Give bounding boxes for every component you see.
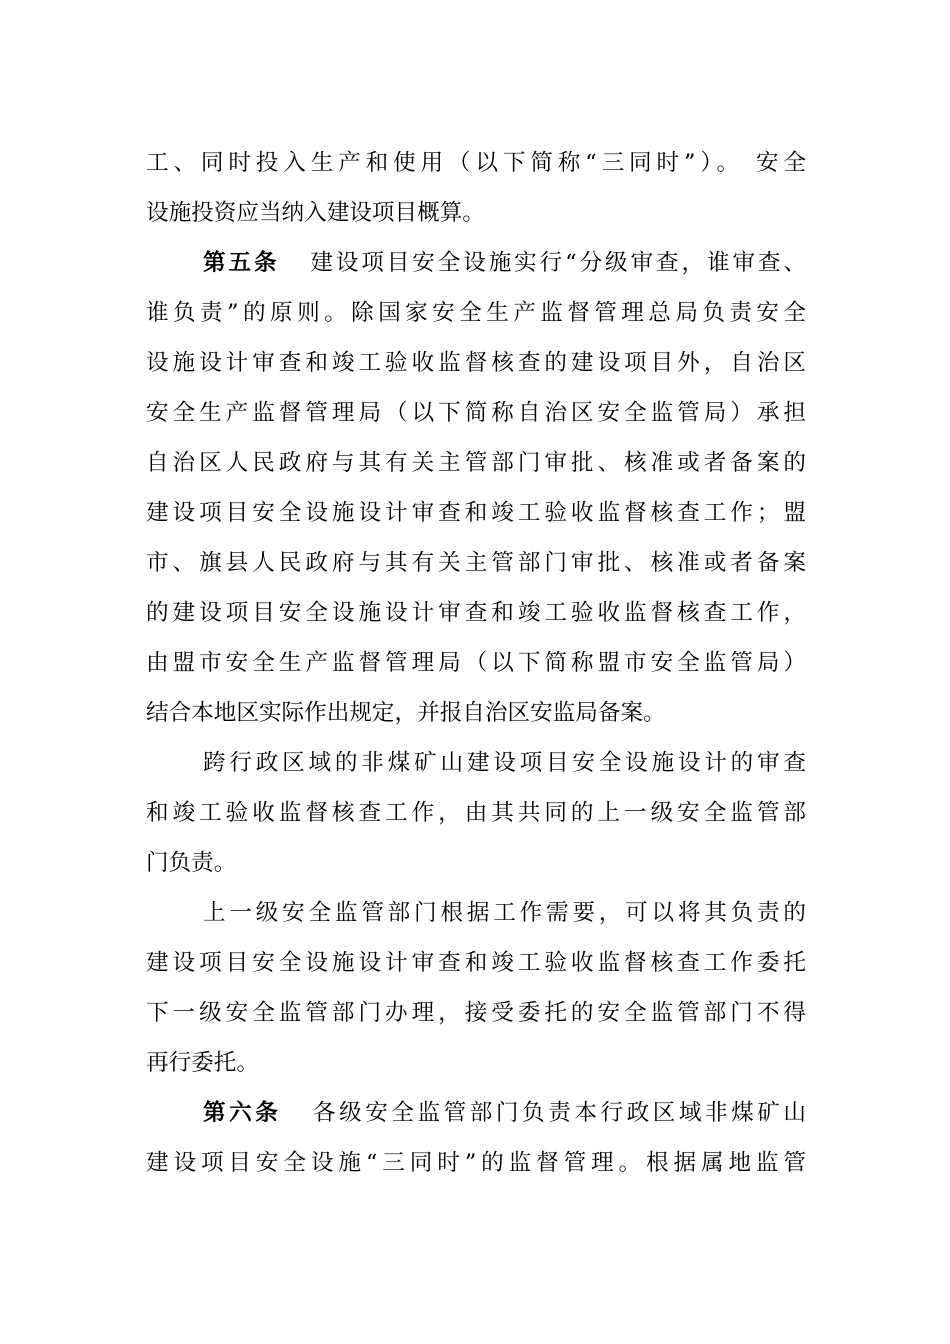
text-line: 跨行政区域的非煤矿山建设项目安全设施设计的审查 — [203, 750, 806, 776]
text-line: 建设项目安全设施设计审查和竣工验收监督核查工作委托 — [146, 950, 806, 976]
text-line: 的建设项目安全设施设计审查和竣工验收监督核查工作， — [146, 600, 806, 626]
article-line — [203, 243, 806, 283]
text-line: 建设项目安全设施“三同时”的监督管理。根据属地监管 — [146, 1150, 806, 1176]
article-heading: 第五条 — [203, 250, 280, 276]
article-line — [203, 1093, 806, 1133]
text-line: 上一级安全监管部门根据工作需要，可以将其负责的 — [203, 900, 806, 926]
text-line: 和竣工验收监督核查工作，由其共同的上一级安全监管部 — [146, 800, 806, 826]
text-line: 结合本地区实际作出规定，并报自治区安监局备案。 — [146, 700, 666, 726]
article-heading: 第六条 — [203, 1100, 282, 1126]
text-line: 设施设计审查和竣工验收监督核查的建设项目外，自治区 — [146, 350, 806, 376]
text-line: 谁负责”的原则。除国家安全生产监督管理总局负责安全 — [146, 300, 806, 326]
text-line: 下一级安全监管部门办理，接受委托的安全监管部门不得 — [146, 1000, 806, 1026]
article-text: 建设项目安全设施实行“分级审查，谁审查、 — [307, 250, 806, 276]
text-line: 门负责。 — [146, 850, 237, 876]
text-line: 工、同时投入生产和使用（以下简称“三同时”）。 安全 — [146, 150, 806, 176]
text-line: 建设项目安全设施设计审查和竣工验收监督核查工作；盟 — [146, 500, 806, 526]
text-line: 市、旗县人民政府与其有关主管部门审批、核准或者备案 — [146, 550, 806, 576]
text-line: 自治区人民政府与其有关主管部门审批、核准或者备案的 — [146, 450, 806, 476]
text-line: 再行委托。 — [146, 1050, 259, 1076]
article-text: 各级安全监管部门负责本行政区域非煤矿山 — [309, 1100, 806, 1126]
text-line: 设施投资应当纳入建设项目概算。 — [146, 200, 485, 226]
text-line: 安全生产监督管理局（以下简称自治区安全监管局）承担 — [146, 400, 806, 426]
text-line: 由盟市安全生产监督管理局（以下简称盟市安全监管局） — [146, 650, 806, 676]
